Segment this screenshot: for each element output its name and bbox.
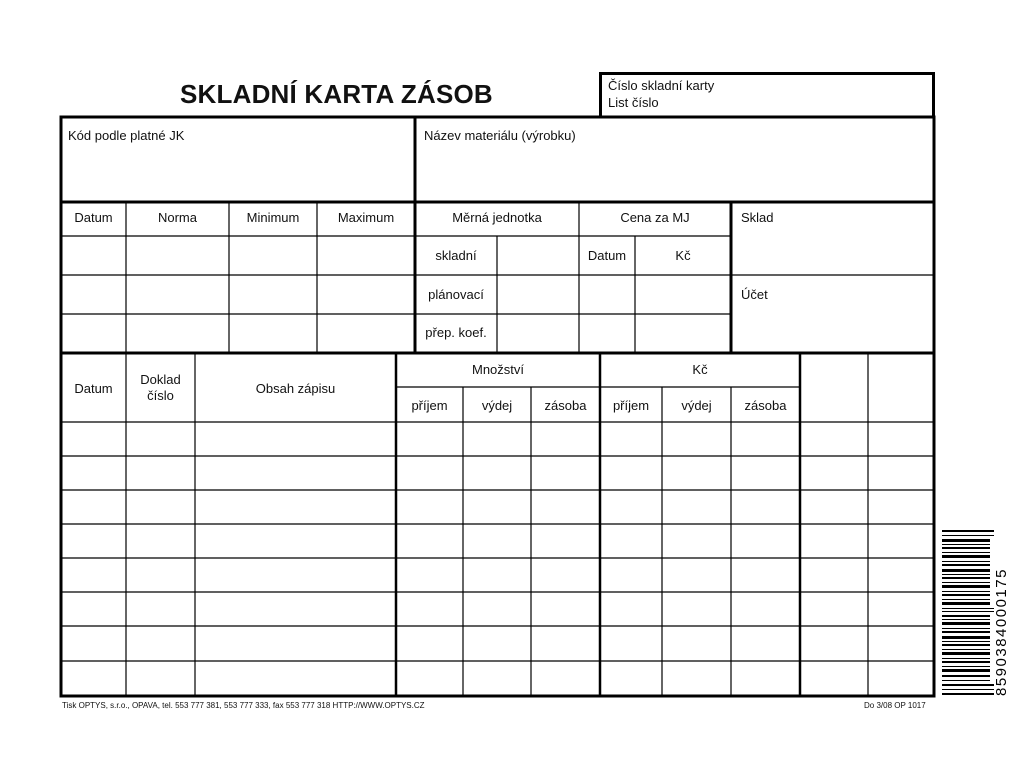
quantity-income-header: příjem (411, 398, 448, 413)
maximum-header: Maximum (337, 210, 395, 225)
czk-stock-header: zásoba (744, 398, 787, 413)
czk-income-header: příjem (612, 398, 650, 413)
limits-date-header: Datum (74, 210, 113, 225)
quantity-header: Množství (471, 362, 524, 377)
norm-header: Norma (157, 210, 197, 225)
content-header: Obsah zápisu (255, 381, 336, 396)
code-label: Kód podle platné JK (68, 128, 185, 143)
czk-header: Kč (692, 362, 708, 377)
unit-header: Měrná jednotka (452, 210, 542, 225)
account-label: Účet (741, 287, 768, 302)
price-date-header: Datum (587, 248, 627, 263)
barcode-number: 8590384000175 (993, 568, 1010, 696)
unit-row-conversion: přep. koef. (425, 325, 487, 340)
material-name-label: Název materiálu (výrobku) (424, 128, 576, 143)
price-czk-header: Kč (675, 248, 691, 263)
form-code-footer: Do 3/08 OP 1017 (864, 701, 926, 710)
quantity-stock-header: zásoba (544, 398, 587, 413)
form-title: SKLADNÍ KARTA ZÁSOB (180, 79, 493, 109)
card-number-label: Číslo skladní karty (608, 78, 715, 93)
sheet-number-label: List číslo (608, 95, 659, 110)
entries-date-header: Datum (74, 381, 113, 396)
document-header-line1: Doklad (140, 372, 181, 387)
barcode-bars (942, 530, 1012, 698)
warehouse-label: Sklad (741, 210, 774, 225)
unit-row-planning: plánovací (428, 287, 484, 302)
unit-row-storage: skladní (435, 248, 477, 263)
quantity-issue-header: výdej (481, 398, 513, 413)
barcode (942, 530, 1012, 698)
minimum-header: Minimum (246, 210, 300, 225)
price-per-unit-header: Cena za MJ (620, 210, 690, 225)
czk-issue-header: výdej (681, 398, 712, 413)
printer-footer: Tisk OPTYS, s.r.o., OPAVA, tel. 553 777 381, 553 777 333, fax 553 777 318 HTTP://WWW.OPTYS.CZ (62, 701, 425, 710)
document-header-line2: číslo (147, 388, 174, 403)
